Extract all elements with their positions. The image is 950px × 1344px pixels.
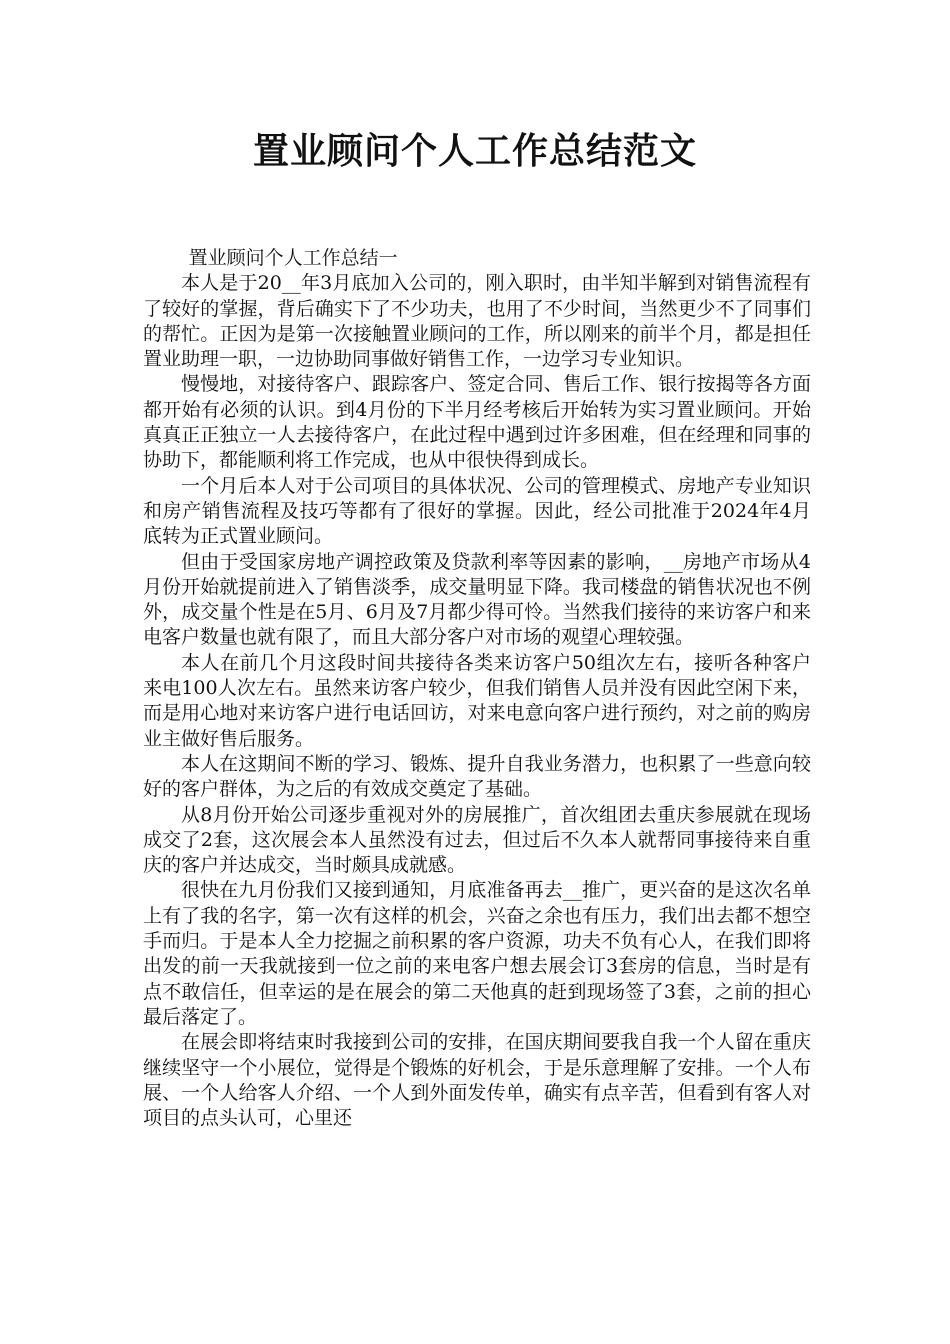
paragraph: 在展会即将结束时我接到公司的安排，在国庆期间要我自我一个人留在重庆继续坚守一个小展位，觉得是个锻炼的好机会，于是乐意理解了安排。一个人布展、一个人给客人介绍、一个人到外面发传单，确实有点辛苦，但看到有客人对项目的点头认可，心里还 — [143, 1031, 811, 1130]
document-body — [143, 246, 811, 1131]
section-heading: 置业顾问个人工作总结一 — [188, 247, 398, 269]
paragraph: 本人是于20__年3月底加入公司的，刚入职时，由半知半解到对销售流程有了较好的掌握，背后确实下了不少功夫，也用了不少时间，当然更少不了同事们的帮忙。正因为是第一次接触置业顾问的工作，所以刚来的前半个月，都是担任置业助理一职，一边协助同事做好销售工作，一边学习专业知识。 — [143, 272, 811, 371]
paragraph: 但由于受国家房地产调控政策及贷款利率等因素的影响，__房地产市场从4月份开始就提前进入了销售淡季，成交量明显下降。我司楼盘的销售状况也不例外，成交量个性是在5月、6月及7月都少得可怜。当然我们接待的来访客户和来电客户数量也就有限了，而且大部分客户对市场的观望心理较强。 — [143, 550, 811, 649]
paragraph: 本人在这期间不断的学习、锻炼、提升自我业务潜力，也积累了一些意向较好的客户群体，为之后的有效成交奠定了基础。 — [143, 752, 811, 801]
document-title: 置业顾问个人工作总结范文 — [252, 131, 697, 172]
paragraph: 从8月份开始公司逐步重视对外的房展推广，首次组团去重庆参展就在现场成交了2套，这次展会本人虽然没有过去，但过后不久本人就帮同事接待来自重庆的客户并达成交，当时颇具成就感。 — [143, 803, 811, 877]
paragraph: 慢慢地，对接待客户、跟踪客户、签定合同、售后工作、银行按揭等各方面都开始有必须的认识。到4月份的下半月经考核后开始转为实习置业顾问。开始真真正正独立一人去接待客户，在此过程中遇到过许多困难，但在经理和同事的协助下，都能顺利将工作完成，也从中很快得到成长。 — [143, 373, 811, 472]
paragraph: 本人在前几个月这段时间共接待各类来访客户50组次左右，接听各种客户来电100人次左右。虽然来访客户较少，但我们销售人员并没有因此空闲下来，而是用心地对来访客户进行电话回访，对来电意向客户进行预约，对之前的购房业主做好售后服务。 — [143, 651, 811, 750]
paragraph: 一个月后本人对于公司项目的具体状况、公司的管理模式、房地产专业知识和房产销售流程及技巧等都有了很好的掌握。因此，经公司批准于2024年4月底转为正式置业顾问。 — [143, 474, 811, 548]
paragraph: 很快在九月份我们又接到通知，月底准备再去__推广，更兴奋的是这次名单上有了我的名字，第一次有这样的机会，兴奋之余也有压力，我们出去都不想空手而归。于是本人全力挖掘之前积累的客户资源，功夫不负有心人，在我们即将出发的前一天我就接到一位之前的来电客户想去展会订3套房的信息，当时是有点不敢信任，但幸运的是在展会的第二天他真的赶到现场签了3套，之前的担心最后落定了。 — [143, 879, 811, 1028]
